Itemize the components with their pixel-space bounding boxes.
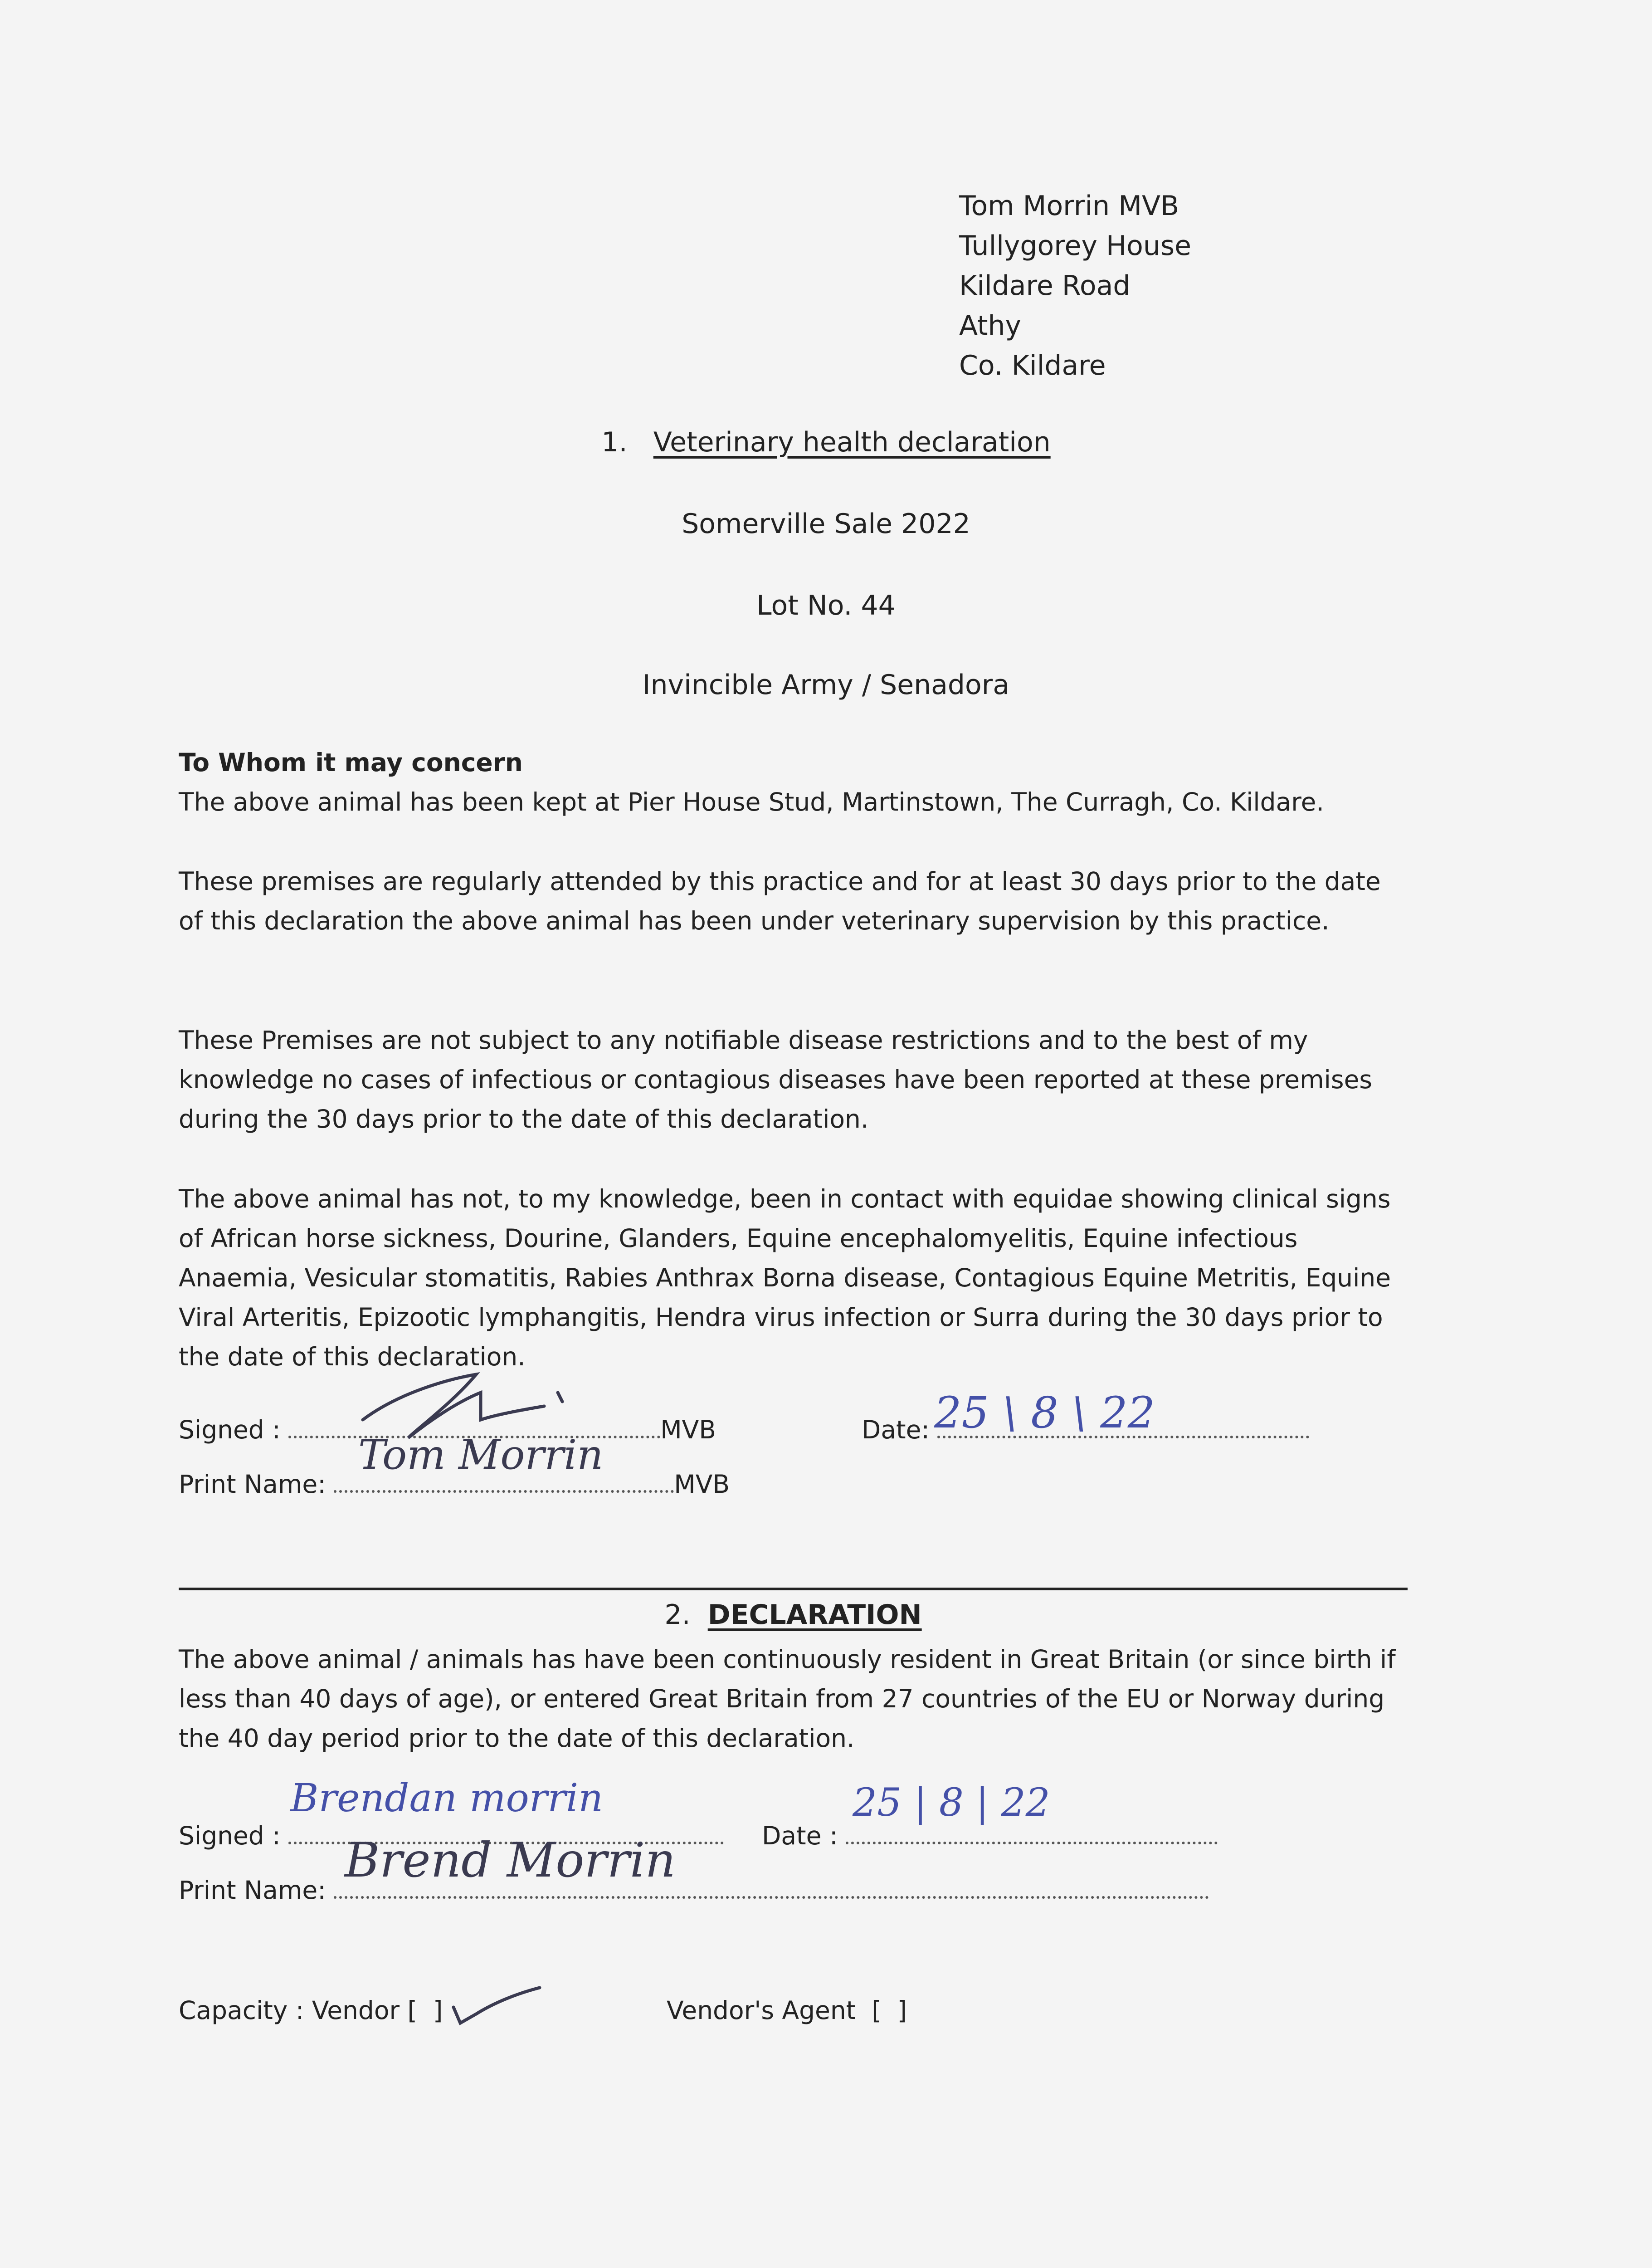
- address-line: Athy: [959, 310, 1022, 342]
- section2-number: 2.: [664, 1599, 691, 1631]
- capacity-label: Capacity : Vendor [: [179, 1996, 418, 2025]
- section1-number: 1.: [601, 426, 628, 458]
- section2-heading: [179, 1599, 1408, 1631]
- section-divider: [179, 1588, 1408, 1590]
- section1-body: [179, 743, 1398, 822]
- vet-date-value: 25 \ 8 \ 22: [934, 1388, 1155, 1438]
- vet-signed-label: Signed :: [179, 1415, 281, 1444]
- vendor-signed-label: Signed :: [179, 1821, 281, 1850]
- vendor-print-label: Print Name:: [179, 1876, 326, 1905]
- sale-name: Somerville Sale 2022: [682, 508, 970, 540]
- paragraph: These Premises are not subject to any notifiable disease restrictions and to the best of my knowledge no cases of infectious or contagious diseases have been reported at these premises during the 30 days prior to the date of this declaration.: [179, 1026, 1373, 1134]
- vendor-date-line: [846, 1828, 1218, 1844]
- vendor-signed-value: Brendan morrin: [290, 1776, 603, 1821]
- vendor-date-label: Date :: [762, 1821, 838, 1850]
- vet-date-label: Date:: [862, 1415, 930, 1444]
- vet-print-name: Tom Morrin: [358, 1431, 604, 1479]
- lot-number: Lot No. 44: [756, 590, 896, 621]
- vet-print-suffix: MVB: [674, 1470, 730, 1499]
- section2-paragraph: The above animal / animals has have been continuously resident in Great Britain (or since birth if less than 40 days of age), or entered Great Britain from 27 countries of the EU or Norway during the 40 day period prior to the date of this declaration.: [179, 1645, 1396, 1753]
- address-line: Co. Kildare: [959, 350, 1106, 381]
- address-line: Tullygorey House: [959, 230, 1192, 262]
- vendor-date-row: [762, 1821, 1218, 1850]
- address-line: Kildare Road: [959, 270, 1131, 302]
- section2-title: DECLARATION: [707, 1599, 922, 1631]
- paragraph: The above animal has been kept at Pier House Stud, Martinstown, The Curragh, Co. Kildare.: [179, 787, 1324, 816]
- capacity-close: ]: [433, 1996, 443, 2025]
- vendor-print-row: [179, 1876, 1209, 1905]
- salutation: To Whom it may concern: [179, 748, 523, 777]
- vet-print-label: Print Name:: [179, 1470, 326, 1499]
- capacity-row: [179, 1996, 443, 2025]
- section1-heading: [0, 426, 1652, 458]
- paragraph: The above animal has not, to my knowledge, been in contact with equidae showing clinical signs of African horse sickness, Dourine, Glanders, Equine encephalomyelitis, Equine infectious Anaemia, Vesicular stomatitis, Rabies Anthrax Borna disease, Contagious Equine Metritis, Equine Viral Arteritis, Epizootic lymphangitis, Hendra virus infection or Surra during the 30 days prior to the date of this declaration.: [179, 1184, 1391, 1371]
- horse-name: Invincible Army / Senadora: [642, 669, 1010, 701]
- vendors-agent-option: Vendor's Agent [ ]: [667, 1996, 907, 2025]
- address-line: Tom Morrin MVB: [959, 190, 1179, 222]
- address-block: [959, 186, 1191, 386]
- vendor-print-value: Brend Morrin: [345, 1833, 676, 1888]
- vet-signed-suffix: MVB: [660, 1415, 716, 1444]
- vendor-date-value: 25 | 8 | 22: [853, 1780, 1050, 1825]
- section1-title: Veterinary health declaration: [653, 426, 1051, 458]
- vendor-check-mark: [444, 1982, 553, 2032]
- paragraph: These premises are regularly attended by this practice and for at least 30 days prior to the date of this declaration the above animal has been under veterinary supervision by this practice.: [179, 867, 1381, 935]
